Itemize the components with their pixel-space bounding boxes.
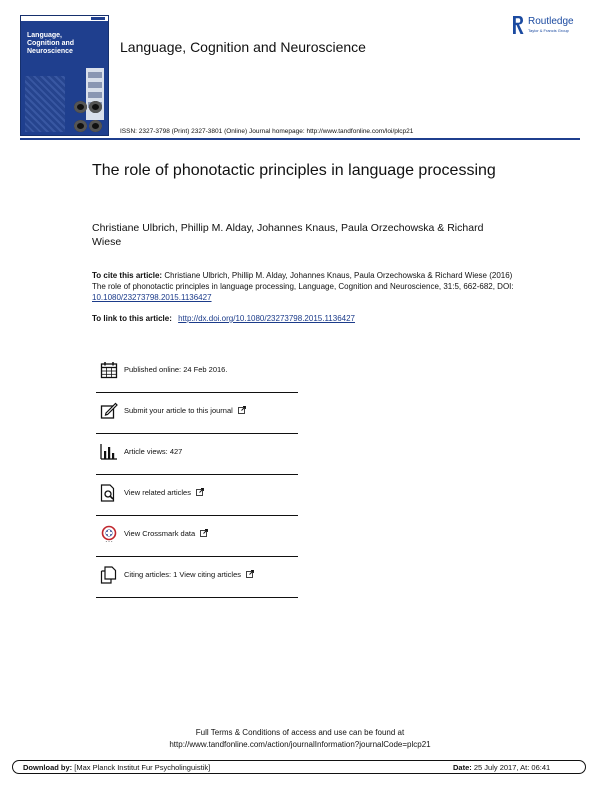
crossmark-icon [100,525,118,543]
downloaded-by [23,763,210,772]
svg-text:• • •: • • • [105,539,113,543]
link-label: To link to this article: [92,314,172,323]
citation-block [92,270,518,303]
external-link-icon [196,488,204,496]
issn-text: ISSN: 2327-3798 (Print) 2327-3801 (Online) Journal homepage: [120,128,305,135]
cover-brain-graphic [25,76,65,132]
bar-chart-icon [100,443,118,461]
info-views [96,434,298,475]
related-articles-link[interactable] [124,488,204,497]
article-title: The role of phonotactic principles in language processing [92,162,496,179]
terms-url-link[interactable]: http://www.tandfonline.com/action/journalInformation?journalCode=plcp21 [169,740,431,749]
crossmark-link[interactable] [124,529,208,538]
link-to-article [92,314,355,323]
citing-text: Citing articles: 1 View citing articles [124,570,241,579]
article-authors: Christiane Ulbrich, Phillip M. Alday, Johannes Knaus, Paula Orzechowska & Richard Wiese [92,222,484,248]
cite-doi-link[interactable]: 10.1080/23273798.2015.1136427 [92,293,212,302]
info-submit[interactable] [96,393,298,434]
article-info-list [96,352,298,598]
cover-title-line-2: Cognition and [27,40,75,47]
search-document-icon [100,484,118,502]
issn-line [120,128,413,135]
edit-document-icon [100,402,118,420]
date-label: Date: [453,763,472,772]
published-text: Published online: 24 Feb 2016. [124,365,228,374]
cover-top-mark [91,17,105,20]
calendar-icon [100,361,118,379]
terms-line-1: Full Terms & Conditions of access and use can be found at [195,728,405,737]
citing-articles-icon [100,566,118,584]
article-doi-link[interactable]: http://dx.doi.org/10.1080/23273798.2015.1136427 [178,314,355,323]
cover-title-line-1: Language, [27,32,63,39]
cite-label: To cite this article: [92,271,163,280]
date-value: 25 July 2017, At: 06:41 [473,763,551,772]
journal-homepage-link[interactable]: http://www.tandfonline.com/loi/plcp21 [306,128,414,135]
download-info-bar [12,760,586,774]
external-link-icon [246,570,254,578]
cover-title [27,32,87,56]
related-text: View related articles [124,488,191,497]
external-link-icon [238,406,246,414]
routledge-r-icon [511,14,525,36]
cover-title-line-3: Neuroscience [27,48,73,55]
logo-subtitle: Taylor & Francis Group [528,28,569,33]
header-divider [20,138,580,140]
submit-text: Submit your article to this journal [124,406,233,415]
info-crossmark[interactable] [96,516,298,557]
info-citing[interactable] [96,557,298,598]
downloaded-label: Download by: [23,763,73,772]
info-related[interactable] [96,475,298,516]
download-date [453,763,550,772]
publisher-logo[interactable] [511,14,591,44]
citing-articles-link[interactable] [124,570,254,579]
terms-notice [0,727,600,751]
cover-brain-scans [73,100,105,128]
external-link-icon [200,529,208,537]
journal-cover-image [20,15,109,136]
views-text: Article views: 427 [124,447,183,456]
crossmark-text: View Crossmark data [124,529,196,538]
info-published [96,352,298,393]
downloaded-value: [Max Planck Institut Fur Psycholinguistik] [74,763,211,772]
journal-name[interactable]: Language, Cognition and Neuroscience [120,39,366,55]
cite-text: Christiane Ulbrich, Phillip M. Alday, Johannes Knaus, Paula Orzechowska & Richard Wiese (2016) The role of phonotactic principles in language processing, Language, Cognition and Neuroscience, 31:5, 662-682, DOI: [92,271,514,291]
submit-article-link[interactable] [124,406,246,415]
logo-name: Routledge [528,16,574,27]
